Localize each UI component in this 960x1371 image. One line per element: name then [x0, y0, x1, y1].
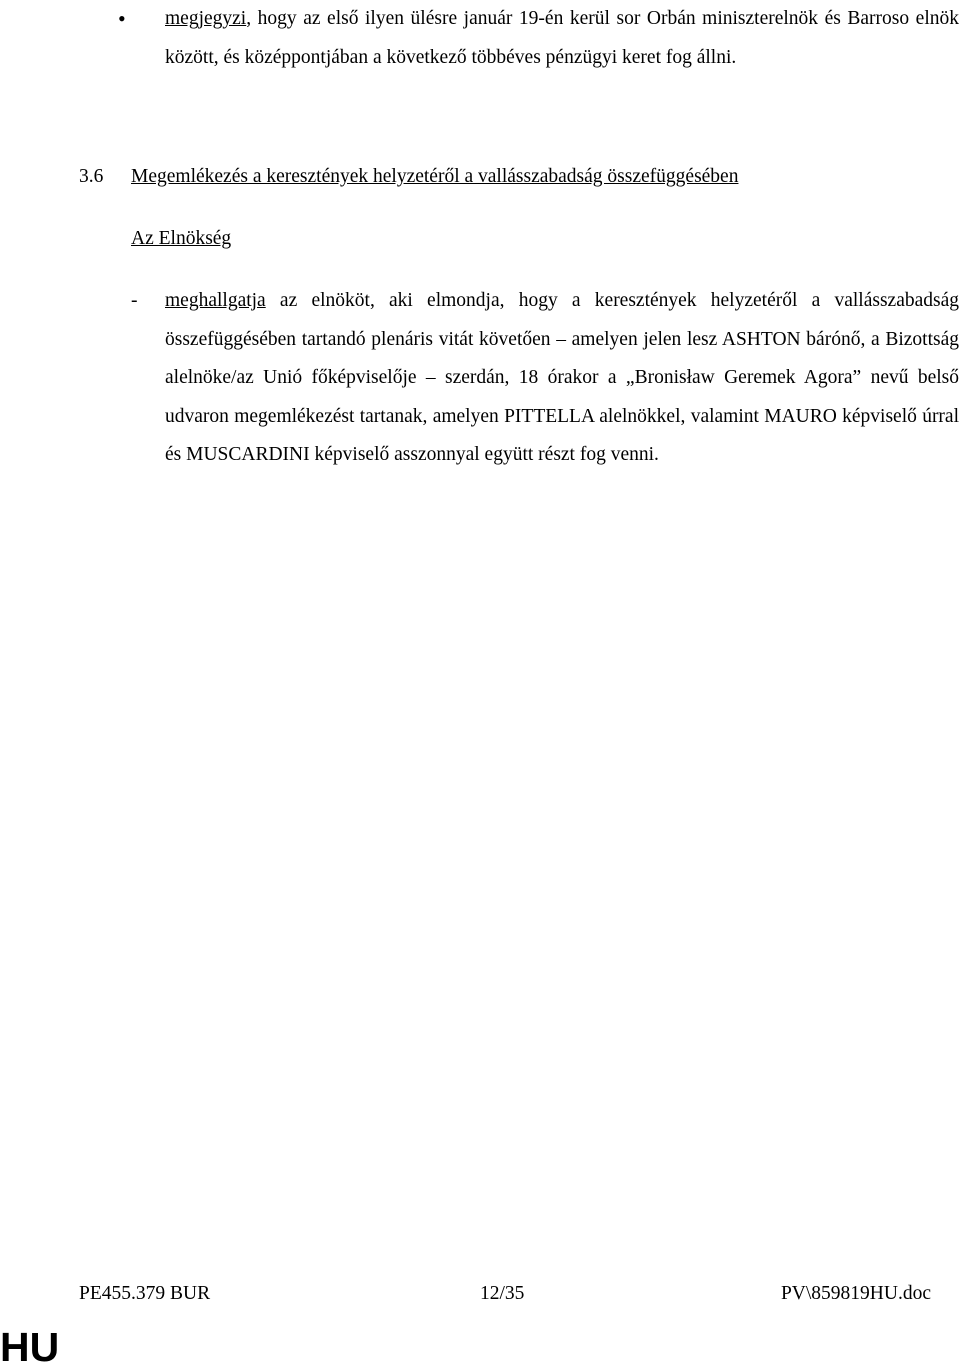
language-code: HU: [0, 1324, 60, 1370]
bullet-keyword: megjegyzi: [165, 8, 247, 29]
dash-marker: -: [131, 290, 138, 311]
dash-text: az elnököt, aki elmondja, hogy a keresztények helyzetéről a vallásszabadság összefüggésében tartandó plenáris vitát követően – amelyen jelen lesz ASHTON bárónő, a Bizottság alelnöke/az Unió főképviselője – szerdán, 18 órakor a „Bronisław Geremek Agora” nevű belső udvaron megemlékezést tartanak, amelyen PITTELLA alelnökkel, valamint MAURO képviselő úrral és MUSCARDINI képviselő asszonnyal együtt részt fog venni.: [165, 290, 959, 465]
section-number: 3.6: [79, 166, 104, 187]
section-title: Megemlékezés a keresztények helyzetéről a vallásszabadság összefüggésében: [131, 166, 739, 187]
bullet-text: , hogy az első ilyen ülésre január 19-én kerül sor Orbán miniszterelnök és Barroso elnök között, és középpontjában a következő többéves pénzügyi keret fog állni.: [165, 8, 959, 68]
presidency-label: Az Elnökség: [131, 228, 232, 249]
footer-doc-ref: PE455.379 BUR: [79, 1283, 211, 1304]
bullet-paragraph: [165, 0, 959, 77]
dash-keyword: meghallgatja: [165, 290, 266, 311]
footer-page-number: 12/35: [480, 1283, 525, 1304]
bullet-marker: •: [118, 6, 126, 31]
dash-paragraph: [165, 282, 959, 475]
section-heading: [79, 158, 738, 196]
footer-file-name: PV\859819HU.doc: [780, 1283, 931, 1304]
